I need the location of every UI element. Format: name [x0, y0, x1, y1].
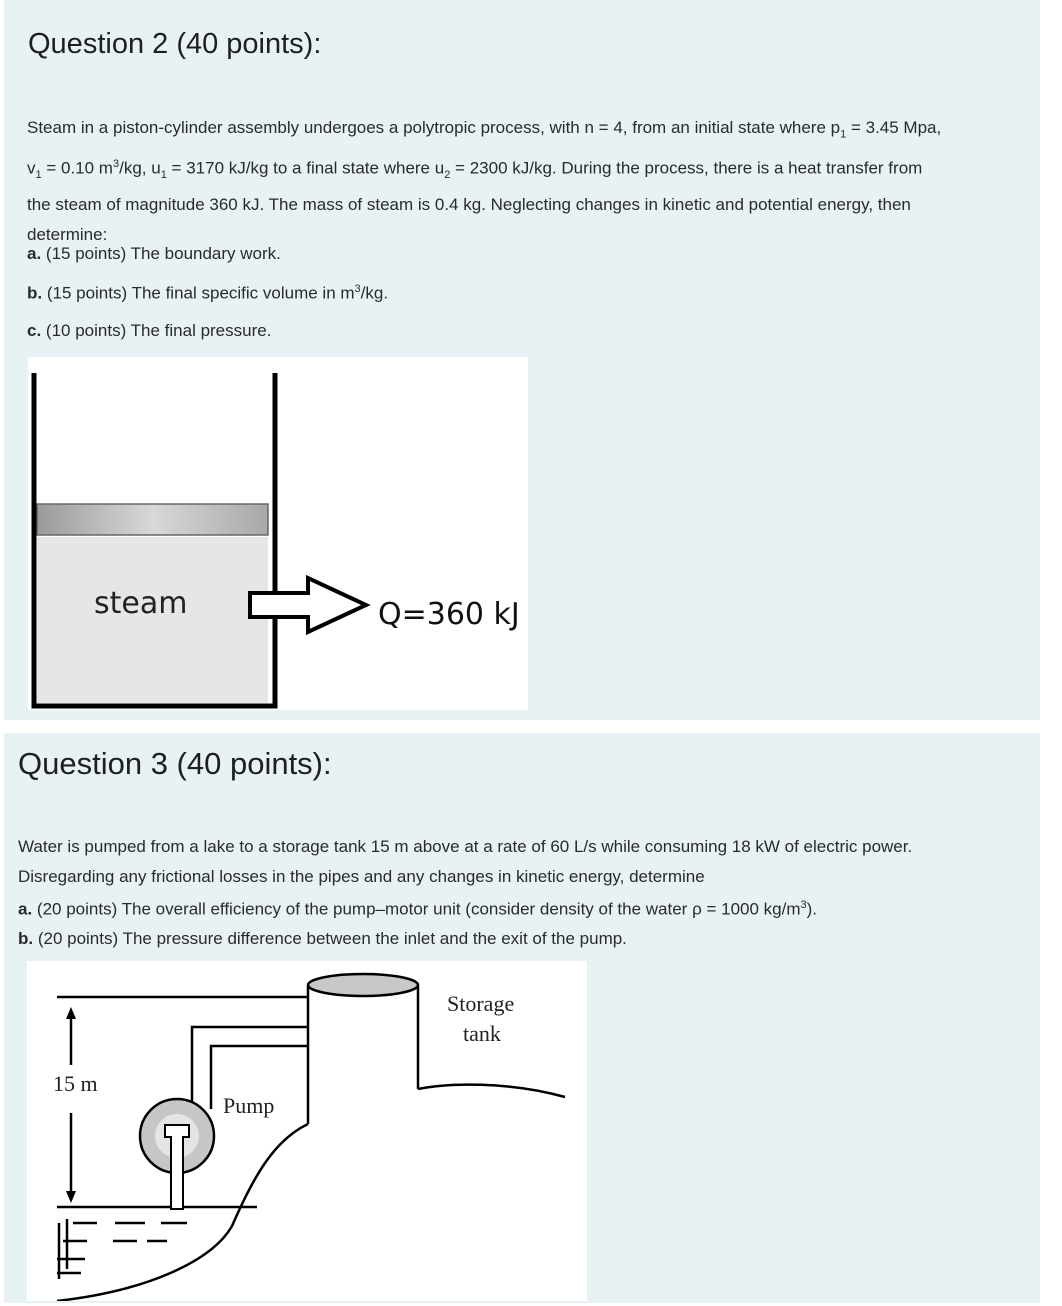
height-label: 15 m — [53, 1071, 98, 1096]
superscript: 3 — [112, 157, 120, 170]
question-3-card — [4, 733, 1040, 1303]
q2-line2-e: = 2300 kJ/kg. During the process, there is a heat transfer from — [450, 158, 923, 178]
arrow-up-icon — [66, 1007, 76, 1019]
arrow-down-icon — [66, 1191, 76, 1203]
item-text: (15 points) The final specific volume in m — [42, 283, 355, 303]
item-tail: /kg. — [360, 283, 389, 303]
heat-label: Q=360 kJ — [378, 597, 520, 632]
pump-tank-diagram — [27, 961, 587, 1301]
subscript: 1 — [160, 168, 167, 181]
question-3-body — [18, 832, 1028, 954]
q3-line1: Water is pumped from a lake to a storage tank 15 m above at a rate of 60 L/s while consuming 18 kW of electric power. — [18, 837, 913, 856]
item-text: (10 points) The final pressure. — [41, 321, 272, 340]
question-3-title: Question 3 (40 points): — [18, 746, 332, 781]
piston-cylinder-figure — [28, 357, 528, 710]
q2-line2-b: = 0.10 m — [41, 158, 113, 178]
q2-item-a — [27, 244, 281, 264]
q2-item-c — [27, 321, 271, 341]
q3-item-a-text: (20 points) The overall efficiency of the pump–motor unit (consider density of the water ρ = 1000 kg/m — [32, 899, 801, 919]
superscript: 3 — [800, 899, 807, 911]
tank-label-line2: tank — [463, 1021, 501, 1046]
item-text: (15 points) The boundary work. — [41, 244, 281, 263]
item-letter: a. — [27, 244, 42, 263]
q2-line2-c: /kg, u — [119, 158, 161, 178]
question-2-card — [4, 0, 1040, 720]
q2-line1-post: = 3.45 Mpa, — [846, 118, 942, 137]
q2-line2-a: v — [27, 158, 36, 178]
steam-label: steam — [94, 586, 188, 621]
superscript: 3 — [354, 283, 361, 295]
tank-top — [308, 974, 418, 996]
subscript: 1 — [35, 168, 42, 181]
question-2-body — [27, 113, 1027, 249]
q2-line1-pre: Steam in a piston-cylinder assembly undergoes a polytropic process, with n = 4, from an initial state where p — [27, 118, 841, 137]
pump-tank-figure — [27, 961, 587, 1301]
q3-line2: Disregarding any frictional losses in the pipes and any changes in kinetic energy, determine — [18, 866, 705, 886]
subscript: 2 — [444, 168, 451, 181]
q3-item-b-text: (20 points) The pressure difference between the inlet and the exit of the pump. — [33, 929, 627, 949]
tank-label-line1: Storage — [447, 991, 515, 1016]
q2-item-b — [27, 283, 388, 304]
q3-item-a-tail: ). — [806, 899, 818, 919]
piston-cylinder-diagram — [28, 357, 528, 710]
q2-line3: the steam of magnitude 360 kJ. The mass of steam is 0.4 kg. Neglecting changes in kinetic and potential energy, then — [27, 195, 911, 215]
q2-line4: determine: — [27, 224, 108, 244]
item-letter: b. — [27, 283, 43, 303]
item-letter: a. — [18, 899, 33, 919]
item-letter: b. — [18, 929, 34, 949]
subscript: 1 — [840, 128, 847, 141]
hillside — [57, 1085, 565, 1301]
piston — [37, 504, 268, 535]
pump-label: Pump — [223, 1093, 275, 1118]
question-2-title: Question 2 (40 points): — [28, 28, 322, 60]
item-letter: c. — [27, 321, 42, 340]
q2-line2-d: = 3170 kJ/kg to a final state where u — [166, 158, 445, 178]
